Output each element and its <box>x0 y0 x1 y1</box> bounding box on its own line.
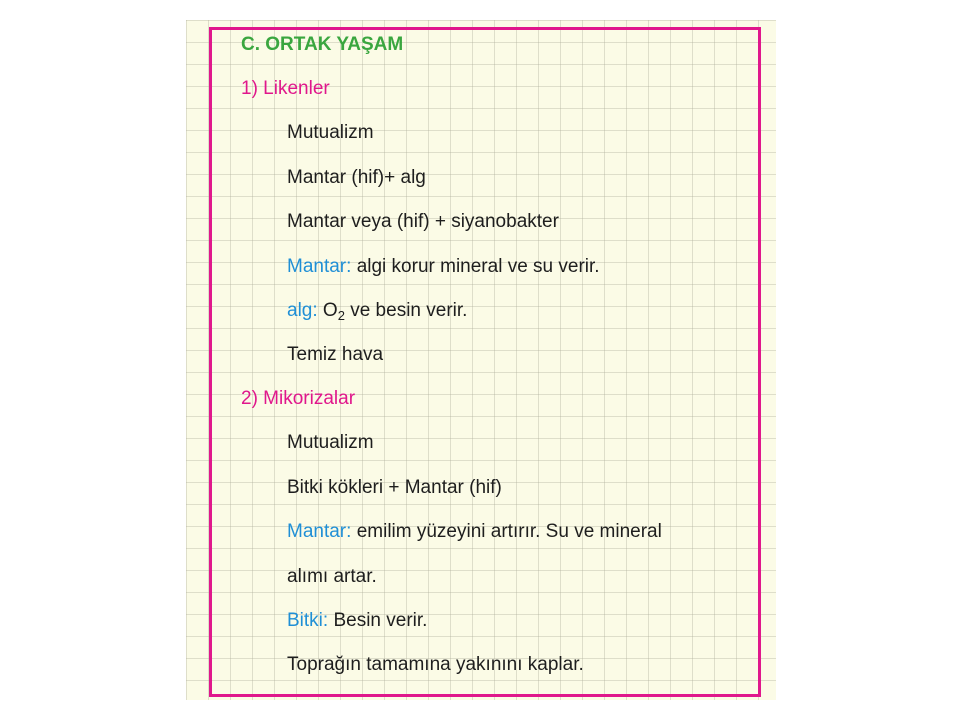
mikorizalar-item-2 <box>287 477 502 499</box>
likenler-item-1 <box>287 122 374 144</box>
mikorizalar-item-4 <box>287 566 377 588</box>
item-keyword: Mantar: <box>287 256 352 277</box>
mikorizalar-item-5 <box>287 610 427 632</box>
likenler-item-3 <box>287 211 559 233</box>
mikorizalar-item-6 <box>287 654 584 676</box>
heading-mikorizalar: 2) Mikorizalar <box>241 388 356 409</box>
likenler-item-2 <box>287 167 426 189</box>
section-title: C. ORTAK YAŞAM <box>241 34 404 55</box>
item-text: O <box>317 300 338 321</box>
likenler-item-5 <box>287 300 467 322</box>
item-text: Bitki kökleri + Mantar (hif) <box>287 477 502 498</box>
item-text: Besin verir. <box>328 610 428 631</box>
likenler-item-4 <box>287 256 600 278</box>
heading-likenler: 1) Likenler <box>241 78 330 99</box>
item-text: algi korur mineral ve su verir. <box>351 256 600 277</box>
item-keyword: Bitki: <box>287 610 329 631</box>
item-text: Mutualizm <box>287 432 374 453</box>
item-subscript: 2 <box>337 308 345 323</box>
mikorizalar-item-1 <box>287 432 374 454</box>
item-text: Mantar (hif)+ alg <box>287 167 426 188</box>
item-keyword: alg: <box>287 300 318 321</box>
item-text: emilim yüzeyini artırır. Su ve mineral <box>351 521 662 542</box>
item-text: Mantar veya (hif) + siyanobakter <box>287 211 559 232</box>
item-text: Toprağın tamamına yakınını kaplar. <box>287 654 584 675</box>
item-text: Mutualizm <box>287 122 374 143</box>
item-text: ve besin verir. <box>344 300 468 321</box>
mikorizalar-item-3 <box>287 521 662 543</box>
likenler-item-6 <box>287 344 383 366</box>
item-text: Temiz hava <box>287 344 384 365</box>
item-text: alımı artar. <box>287 566 377 587</box>
item-keyword: Mantar: <box>287 521 352 542</box>
